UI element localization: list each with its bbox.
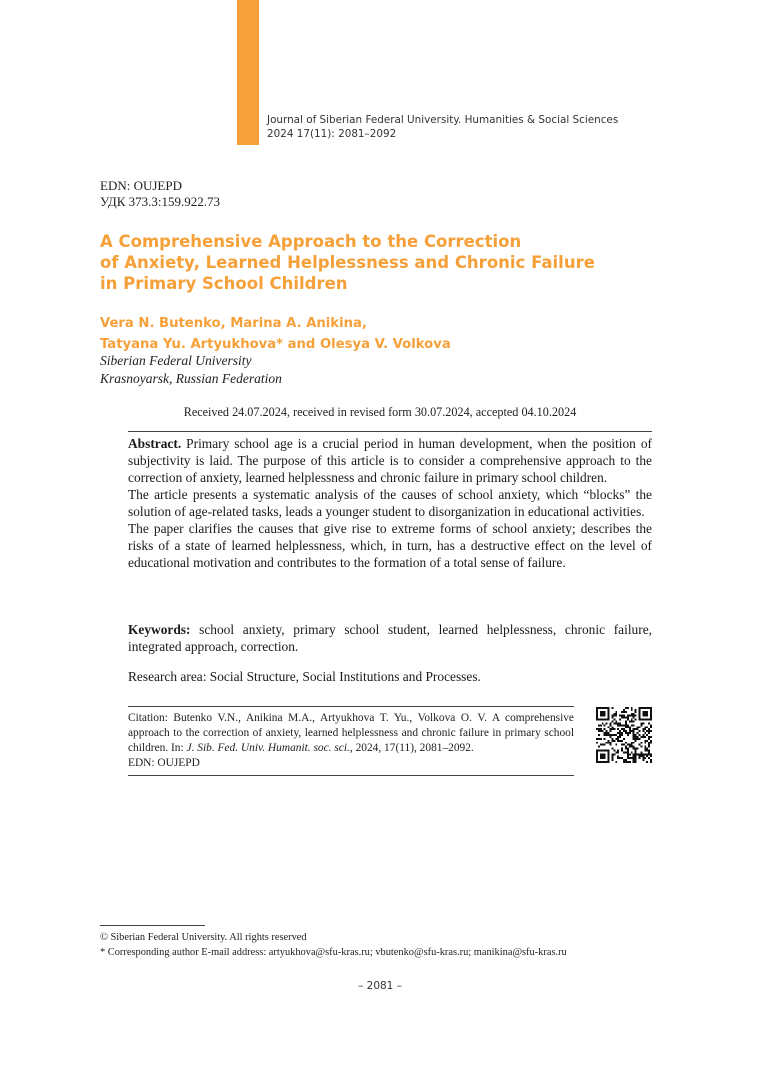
corresponding-author-note: * Corresponding author E-mail address: artyukhova@sfu-kras.ru; vbutenko@sfu-kras.ru; manikina@sfu-kras.ru bbox=[100, 947, 567, 958]
citation-bottom-rule bbox=[128, 775, 574, 776]
affiliation-university: Siberian Federal University bbox=[100, 353, 252, 368]
abstract-paragraph: The article presents a systematic analysis of the causes of school anxiety, which “blocks” the solution of age-related tasks, leads a younger student to disorganization in educational activities. bbox=[128, 487, 652, 519]
edn-identifier: EDN: OUJEPD bbox=[100, 178, 182, 193]
abstract bbox=[128, 435, 652, 571]
qr-code-icon[interactable] bbox=[596, 707, 652, 763]
journal-issue: 2024 17(11): 2081–2092 bbox=[267, 128, 397, 140]
journal-header bbox=[267, 113, 618, 141]
abstract-text: Primary school age is a crucial period in human development, when the position of subjectivity is laid. The purpose of this article is to consider a comprehensive approach to the correction of anxiety, learned helplessness and chronic failure in primary school children. bbox=[128, 436, 652, 485]
citation-top-rule bbox=[128, 706, 574, 707]
affiliation bbox=[100, 352, 282, 388]
authors bbox=[100, 313, 451, 355]
keywords-label: Keywords: bbox=[128, 622, 191, 637]
article-title bbox=[100, 231, 660, 294]
citation-edn: EDN: OUJEPD bbox=[128, 757, 200, 769]
abstract-paragraph: The paper clarifies the causes that give rise to extreme forms of school anxiety; describes the risks of a state of learned helplessness, which, in turn, has a destructive effect on the level of educational motivation and contributes to the formation of a total sense of failure. bbox=[128, 521, 652, 570]
journal-name: Journal of Siberian Federal University. Humanities & Social Sciences bbox=[267, 114, 619, 126]
abstract-label: Abstract. bbox=[128, 436, 182, 451]
abstract-paragraph bbox=[128, 435, 652, 486]
keywords bbox=[128, 621, 652, 655]
footnotes bbox=[100, 930, 567, 960]
journal-accent-bar bbox=[237, 0, 259, 145]
authors-line: Vera N. Butenko, Marina A. Anikina, bbox=[100, 316, 367, 331]
title-line: A Comprehensive Approach to the Correction bbox=[100, 232, 522, 251]
keywords-text: school anxiety, primary school student, learned helplessness, chronic failure, integrated approach, correction. bbox=[128, 622, 652, 654]
abstract-top-rule bbox=[128, 431, 652, 432]
citation bbox=[128, 711, 574, 771]
identifiers bbox=[100, 178, 220, 210]
footnote-rule bbox=[100, 925, 205, 926]
citation-journal: J. Sib. Fed. Univ. Humanit. soc. sci. bbox=[186, 742, 350, 754]
citation-prefix: Citation: Butenko V.N., Anikina M.A., Artyukhova T. Yu., Volkova O. V. A comprehensive approach to the correction of anxiety, learned helplessness and chronic failure in primary school children. In: bbox=[128, 712, 574, 754]
title-line: in Primary School Children bbox=[100, 274, 348, 293]
page-number: – 2081 – bbox=[358, 980, 402, 992]
research-area: Research area: Social Structure, Social Institutions and Processes. bbox=[128, 669, 481, 684]
received-dates: Received 24.07.2024, received in revised form 30.07.2024, accepted 04.10.2024 bbox=[183, 405, 577, 419]
copyright-note: © Siberian Federal University. All rights reserved bbox=[100, 932, 307, 943]
authors-line: Tatyana Yu. Artyukhova* and Olesya V. Volkova bbox=[100, 337, 451, 352]
title-line: of Anxiety, Learned Helplessness and Chronic Failure bbox=[100, 253, 595, 272]
affiliation-city: Krasnoyarsk, Russian Federation bbox=[100, 371, 282, 386]
citation-suffix: , 2024, 17(11), 2081–2092. bbox=[349, 742, 474, 754]
udk-identifier: УДК 373.3:159.922.73 bbox=[100, 194, 221, 209]
